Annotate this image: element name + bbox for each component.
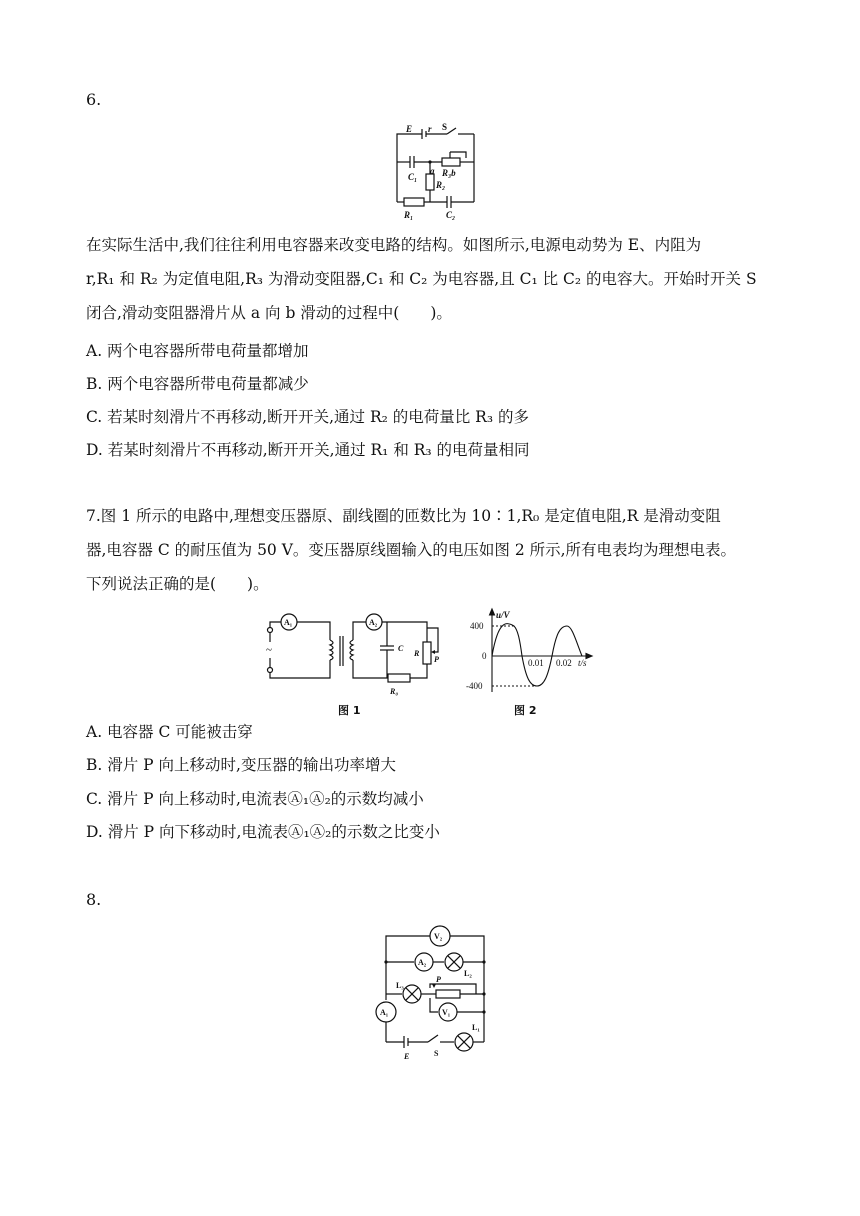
q6-stem-line3: 闭合,滑动变阻器滑片从 a 向 b 滑动的过程中( )。 — [86, 304, 452, 322]
q7-stem-line1-text: 图 1 所示的电路中,理想变压器原、副线圈的匝数比为 10∶1,R₀ 是定值电阻,R 是滑动变阻 — [100, 507, 721, 525]
label-E: E — [406, 124, 413, 134]
q7-figure2-caption: 图 2 — [514, 704, 537, 717]
q6-option-d: D. 若某时刻滑片不再移动,断开开关,通过 R₁ 和 R₃ 的电荷量相同 — [86, 441, 530, 459]
label-R: R — [414, 649, 420, 658]
label-L1: L₁ — [472, 1023, 480, 1032]
label-A2: A₂ — [369, 618, 378, 627]
q6-number: 6. — [86, 90, 102, 109]
label-L2: L₂ — [464, 969, 472, 978]
q7-stem-line3: 下列说法正确的是( )。 — [86, 575, 269, 593]
ac-source-symbol: ~ — [266, 644, 272, 656]
y-tick-0: 0 — [482, 651, 487, 661]
label-r: r — [428, 124, 432, 134]
q7-option-c: C. 滑片 P 向上移动时,电流表Ⓐ₁Ⓐ₂的示数均减小 — [86, 790, 424, 808]
label-A2: A₂ — [418, 958, 427, 967]
voltage-sine-curve — [492, 624, 582, 686]
q7-figure1-caption — [338, 702, 360, 718]
label-P: P — [434, 655, 439, 664]
q8-circuit-figure — [372, 922, 490, 1062]
y-axis-label: u/V — [496, 610, 510, 620]
q7-stem-line1 — [86, 499, 786, 533]
q7-option-b: B. 滑片 P 向上移动时,变压器的输出功率增大 — [86, 756, 396, 774]
label-E: E — [404, 1052, 410, 1061]
figure1-caption-text: 图 1 — [338, 704, 361, 717]
x-tick-002: 0.02 — [556, 658, 572, 668]
label-A1: A₁ — [284, 618, 293, 627]
label-R0: R₀ — [390, 687, 399, 696]
q6-stem-line1: 在实际生活中,我们往往利用电容器来改变电路的结构。如图所示,电源电动势为 E、内阻为 — [86, 236, 702, 254]
label-R3b: R₃b — [442, 168, 456, 178]
q7-stem-line2: 器,电容器 C 的耐压值为 50 V。变压器原线圈输入的电压如图 2 所示,所有电表均为理想电表。 — [86, 541, 737, 559]
q6-option-c: C. 若某时刻滑片不再移动,断开开关,通过 R₂ 的电荷量比 R₃ 的多 — [86, 408, 529, 426]
y-tick-400: 400 — [470, 621, 484, 631]
label-R1: R₁ — [404, 210, 414, 220]
label-S: S — [434, 1049, 439, 1058]
q7-number: 7. — [86, 507, 101, 525]
q7-figure1-circuit — [262, 608, 447, 698]
label-A1: A₁ — [380, 1008, 389, 1017]
q6-option-b: B. 两个电容器所带电荷量都减少 — [86, 375, 309, 393]
label-R2: R₂ — [436, 180, 446, 190]
label-C: C — [398, 644, 404, 653]
q6-option-a: A. 两个电容器所带电荷量都增加 — [86, 342, 309, 360]
q7-option-d: D. 滑片 P 向下移动时,电流表Ⓐ₁Ⓐ₂的示数之比变小 — [86, 823, 440, 841]
x-tick-001: 0.01 — [528, 658, 544, 668]
q8-number: 8. — [86, 890, 102, 909]
q7-option-a: A. 电容器 C 可能被击穿 — [86, 723, 253, 741]
q6-circuit-figure — [392, 122, 482, 220]
label-S: S — [442, 122, 448, 132]
x-axis-unit: t/s — [578, 658, 587, 668]
label-V2: V₂ — [434, 932, 443, 941]
label-V1: V₁ — [442, 1008, 451, 1017]
q6-stem-line2: r,R₁ 和 R₂ 为定值电阻,R₃ 为滑动变阻器,C₁ 和 C₂ 为电容器,且 C₁ 比 C₂ 的电容大。开始时开关 S — [86, 270, 757, 288]
label-L3: L₃ — [396, 981, 404, 990]
label-C1: C₁ — [408, 172, 418, 182]
q7-figure2-graph — [462, 606, 602, 696]
label-C2: C₂ — [446, 210, 456, 220]
y-tick-neg400: -400 — [466, 681, 483, 691]
label-P: P — [436, 975, 441, 984]
label-a: a — [430, 166, 435, 176]
